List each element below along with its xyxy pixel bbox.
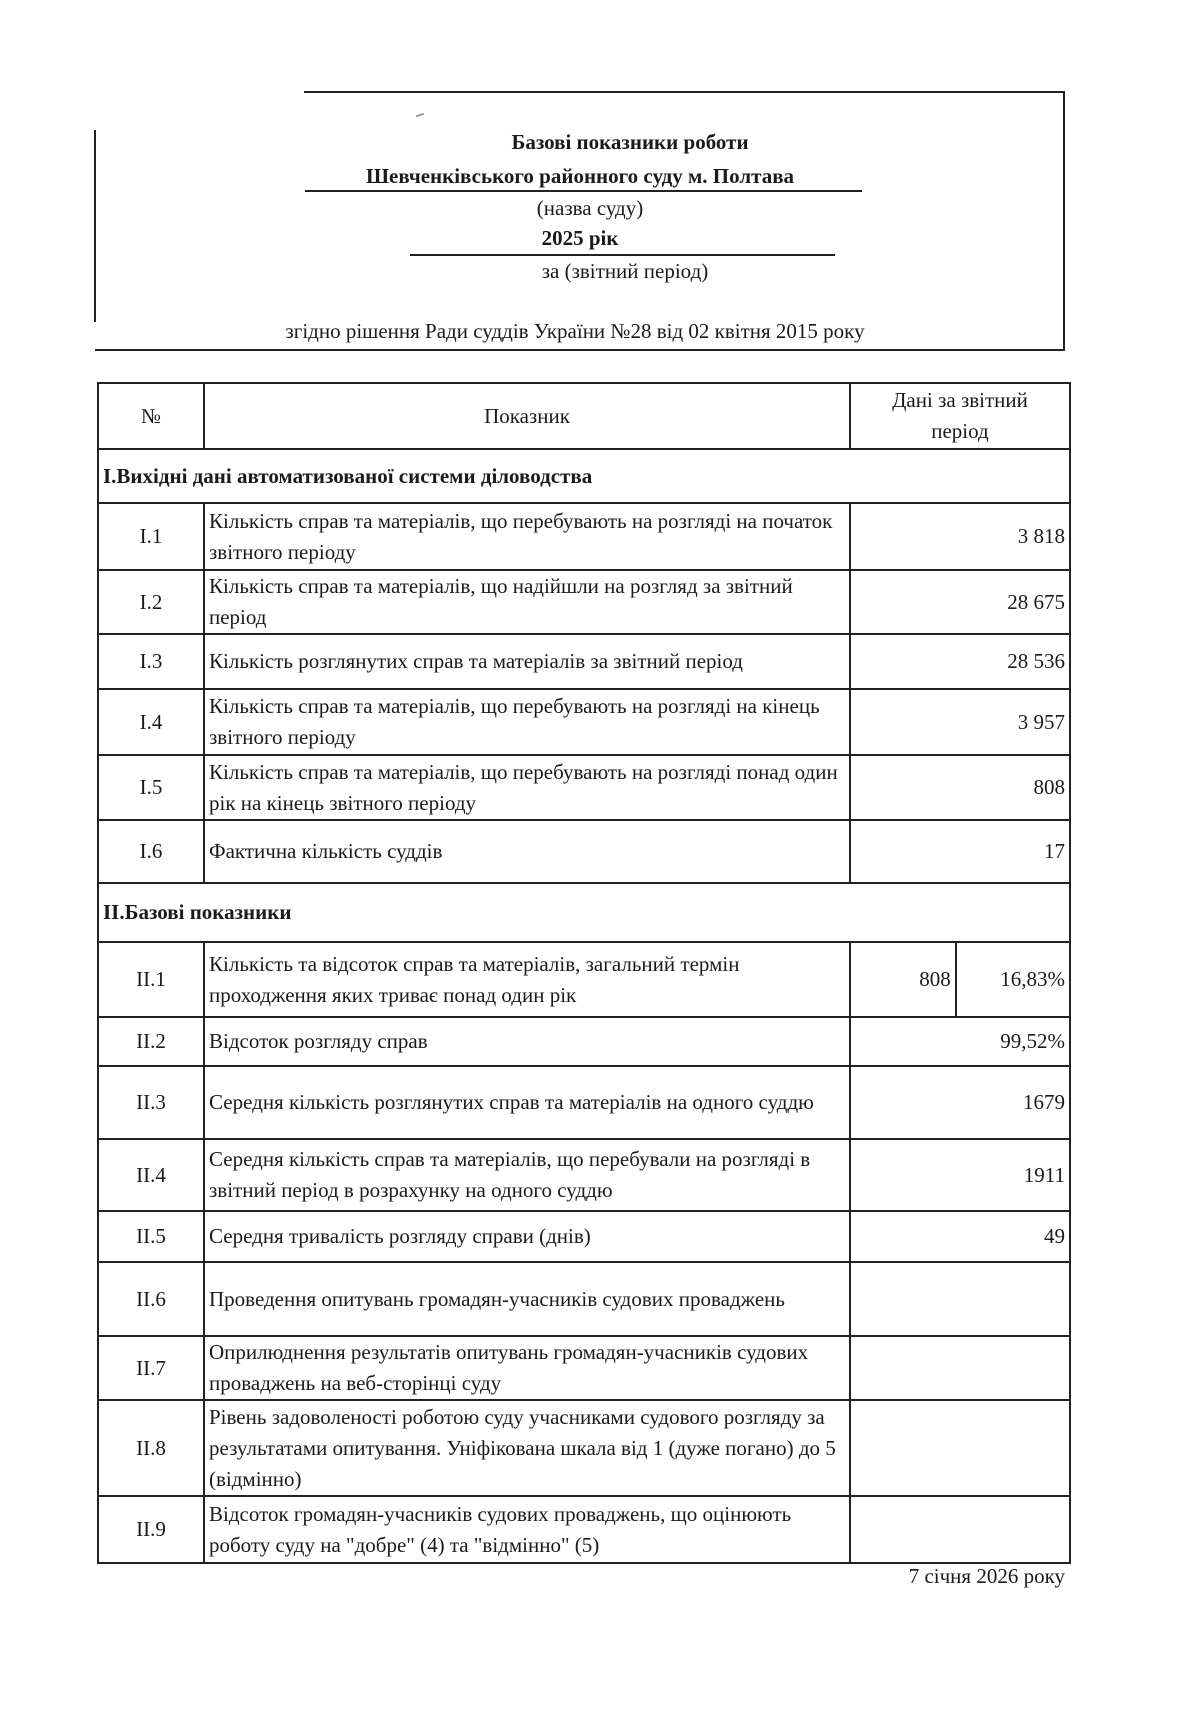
row-value: 17 — [850, 820, 1070, 883]
row-value: 49 — [850, 1211, 1070, 1262]
table-row — [98, 1211, 1070, 1262]
row-label: Відсоток розгляду справ — [204, 1017, 850, 1066]
table-row — [98, 503, 1070, 570]
table-row — [98, 1336, 1070, 1400]
table-row — [98, 1066, 1070, 1139]
header-right-border — [1063, 91, 1065, 351]
header-top-border — [304, 91, 1065, 93]
section-title: ІІ.Базові показники — [98, 883, 1070, 942]
row-label: Оприлюднення результатів опитувань громадян-учасників судових проваджень на веб-сторінці суду — [204, 1336, 850, 1400]
row-value: 1911 — [850, 1139, 1070, 1211]
legal-basis: згідно рішення Ради суддів України №28 від 02 квітня 2015 року — [285, 319, 865, 343]
row-number: ІІ.6 — [98, 1262, 204, 1336]
row-value-count: 808 — [850, 942, 956, 1017]
period-caption: за (звітний період) — [541, 259, 709, 283]
row-number: І.3 — [98, 634, 204, 689]
table-row — [98, 1262, 1070, 1336]
row-label: Кількість та відсоток справ та матеріалів, загальний термін проходження яких триває понад один рік — [204, 942, 850, 1017]
section-row — [98, 883, 1070, 942]
row-label: Фактична кількість суддів — [204, 820, 850, 883]
column-header-value: Дані за звітний період — [850, 383, 1070, 449]
row-value: 99,52% — [850, 1017, 1070, 1066]
row-number: І.2 — [98, 570, 204, 634]
row-value: 1679 — [850, 1066, 1070, 1139]
court-name-underline — [305, 190, 862, 192]
header-bottom-border — [95, 349, 1065, 351]
row-label: Кількість справ та матеріалів, що перебувають на розгляді на початок звітного періоду — [204, 503, 850, 570]
row-value — [850, 1336, 1070, 1400]
table-row — [98, 755, 1070, 820]
column-header-indicator: Показник — [204, 383, 850, 449]
row-value: 28 536 — [850, 634, 1070, 689]
report-period: 2025 рік — [541, 226, 619, 250]
row-label: Проведення опитувань громадян-учасників судових проваджень — [204, 1262, 850, 1336]
row-value-percent: 16,83% — [956, 942, 1070, 1017]
row-value — [850, 1400, 1070, 1496]
table-row — [98, 689, 1070, 755]
indicators-table — [97, 382, 1071, 1564]
column-header-number: № — [98, 383, 204, 449]
row-number: ІІ.7 — [98, 1336, 204, 1400]
row-number: І.4 — [98, 689, 204, 755]
table-row — [98, 634, 1070, 689]
header-left-mark — [94, 130, 96, 322]
row-value — [850, 1496, 1070, 1563]
table-row — [98, 942, 1070, 1017]
table-row — [98, 1139, 1070, 1211]
court-name: Шевченківського районного суду м. Полтава — [365, 164, 795, 188]
table-row — [98, 1496, 1070, 1563]
row-label: Середня кількість справ та матеріалів, що перебували на розгляді в звітний період в розрахунку на одного суддю — [204, 1139, 850, 1211]
document-title: Базові показники роботи — [511, 130, 749, 154]
section-row — [98, 449, 1070, 503]
section-title: І.Вихідні дані автоматизованої системи діловодства — [98, 449, 1070, 503]
row-number: ІІ.1 — [98, 942, 204, 1017]
court-name-caption: (назва суду) — [536, 196, 644, 220]
table-header-row — [98, 383, 1070, 449]
scan-smudge — [416, 113, 424, 118]
table-row — [98, 570, 1070, 634]
period-underline — [410, 254, 835, 256]
row-value: 3 818 — [850, 503, 1070, 570]
row-number: ІІ.3 — [98, 1066, 204, 1139]
row-number: ІІ.5 — [98, 1211, 204, 1262]
row-number: ІІ.2 — [98, 1017, 204, 1066]
table-row — [98, 1017, 1070, 1066]
row-number: І.6 — [98, 820, 204, 883]
table-row — [98, 1400, 1070, 1496]
row-value — [850, 1262, 1070, 1336]
row-number: І.1 — [98, 503, 204, 570]
row-value: 28 675 — [850, 570, 1070, 634]
row-label: Кількість розглянутих справ та матеріалів за звітний період — [204, 634, 850, 689]
row-label: Кількість справ та матеріалів, що перебувають на розгляді понад один рік на кінець звітного періоду — [204, 755, 850, 820]
row-number: І.5 — [98, 755, 204, 820]
row-number: ІІ.8 — [98, 1400, 204, 1496]
row-number: ІІ.9 — [98, 1496, 204, 1563]
row-label: Відсоток громадян-учасників судових проваджень, що оцінюють роботу суду на "добре" (4) та "відмінно" (5) — [204, 1496, 850, 1563]
row-number: ІІ.4 — [98, 1139, 204, 1211]
row-label: Рівень задоволеності роботою суду учасниками судового розгляду за результатами опитування. Уніфікована шкала від 1 (дуже погано) до 5 (відмінно) — [204, 1400, 850, 1496]
row-label: Середня кількість розглянутих справ та матеріалів на одного суддю — [204, 1066, 850, 1139]
row-value: 3 957 — [850, 689, 1070, 755]
row-label: Кількість справ та матеріалів, що перебувають на розгляді на кінець звітного періоду — [204, 689, 850, 755]
row-label: Середня тривалість розгляду справи (днів) — [204, 1211, 850, 1262]
document-date: 7 січня 2026 року — [908, 1564, 1065, 1588]
table-row — [98, 820, 1070, 883]
row-value: 808 — [850, 755, 1070, 820]
row-label: Кількість справ та матеріалів, що надійшли на розгляд за звітний період — [204, 570, 850, 634]
